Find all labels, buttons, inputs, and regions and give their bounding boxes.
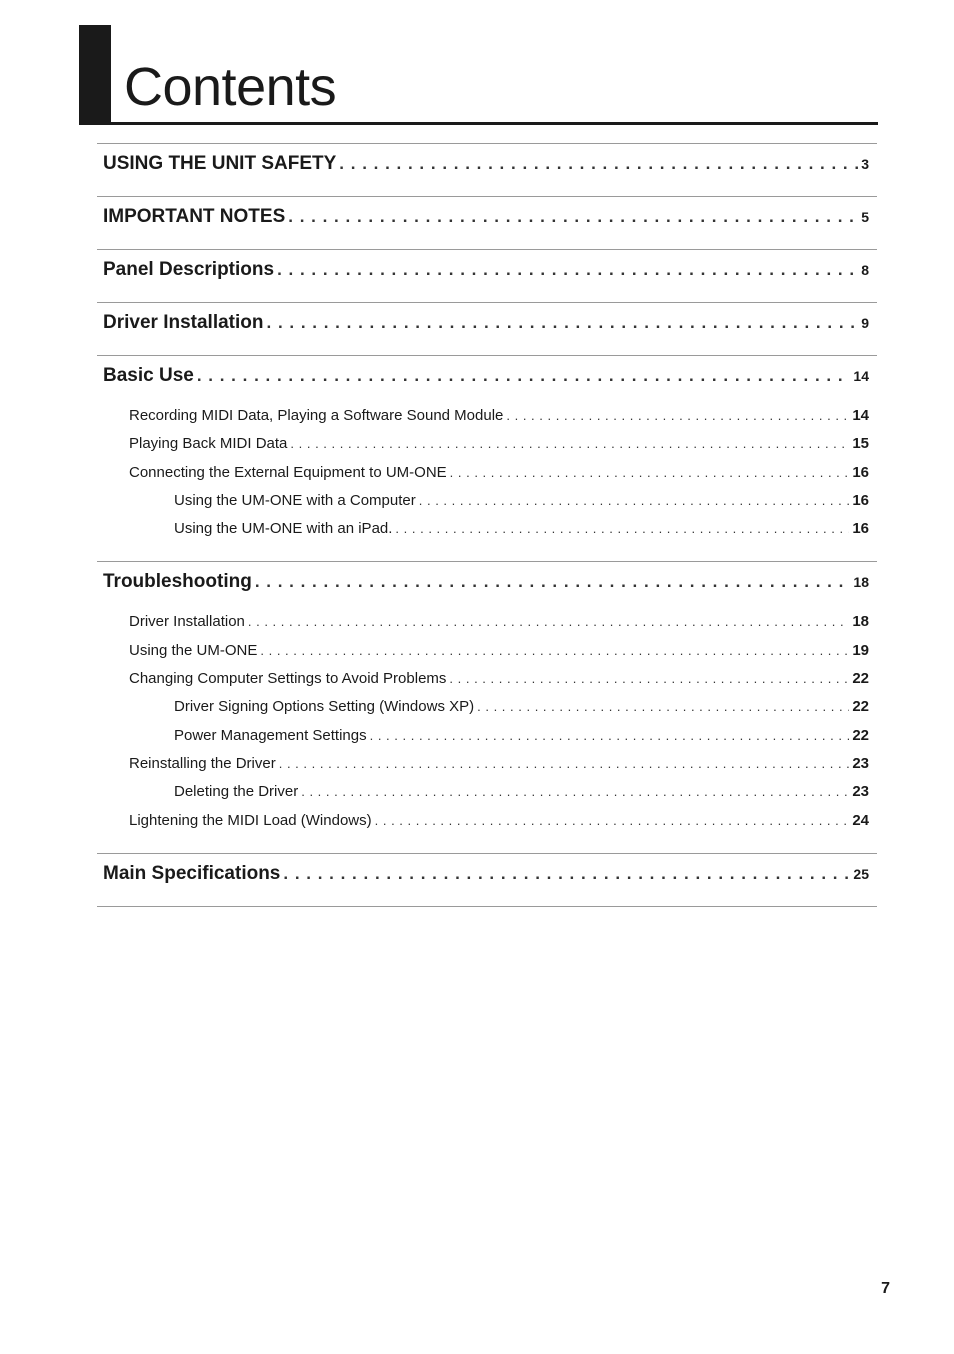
toc-entry-page: 25 [853, 865, 869, 882]
toc-subentry-label: Using the UM-ONE with a Computer [174, 491, 416, 509]
toc-subentry[interactable] [97, 459, 877, 487]
toc-entry-page: 18 [853, 574, 869, 591]
dot-leader [506, 402, 849, 430]
toc-entry[interactable] [97, 356, 877, 408]
toc-subentry[interactable] [97, 637, 877, 665]
toc-entry-page: 3 [861, 156, 869, 172]
page-number: 7 [881, 1280, 890, 1297]
toc-subentry[interactable] [97, 807, 877, 835]
toc-subentry-page: 22 [852, 726, 869, 744]
toc-section [97, 249, 877, 302]
title-accent-bar [79, 25, 111, 124]
toc-subentry-page: 22 [852, 698, 869, 716]
toc-entry[interactable] [97, 854, 877, 906]
toc-subentry[interactable] [97, 430, 877, 458]
toc-subentry-page: 23 [852, 783, 869, 801]
toc-subentry[interactable] [97, 750, 877, 778]
dot-leader [267, 303, 859, 343]
dot-leader [248, 608, 849, 636]
toc-entry-page: 9 [861, 315, 869, 331]
toc-subentry-page: 16 [852, 463, 869, 481]
toc-entry-label: Troubleshooting [103, 571, 252, 593]
toc-subentry-label: Recording MIDI Data, Playing a Software Sound Module [129, 407, 504, 424]
toc-entry[interactable] [97, 144, 877, 196]
toc-entry-page: 8 [861, 262, 869, 278]
toc-subentry-page: 14 [852, 407, 869, 424]
toc-section [97, 561, 877, 852]
dot-leader [288, 197, 858, 237]
toc-subentry-label: Playing Back MIDI Data [129, 435, 288, 453]
toc-entry[interactable] [97, 250, 877, 302]
toc-entry-label: Driver Installation [103, 312, 264, 333]
dot-leader [301, 778, 849, 806]
toc-subentry[interactable] [97, 515, 877, 543]
toc-subentry-label: Changing Computer Settings to Avoid Problems [129, 670, 447, 688]
toc-subentry-page: 19 [852, 641, 869, 659]
toc-entry-label: USING THE UNIT SAFETY [103, 153, 337, 174]
toc-subentry-label: Connecting the External Equipment to UM-ONE [129, 463, 447, 481]
toc-subentry-label: Driver Installation [129, 613, 245, 631]
toc-subentry[interactable] [97, 778, 877, 806]
toc-subentry-label: Using the UM-ONE with an iPad. [174, 520, 393, 538]
dot-leader [277, 250, 858, 290]
toc-section [97, 355, 877, 561]
table-of-contents [97, 143, 877, 907]
dot-leader [283, 854, 850, 894]
title-rule [79, 122, 878, 125]
toc-subentry-page: 18 [852, 613, 869, 631]
toc-subentry-page: 22 [852, 670, 869, 688]
toc-entry-label: Main Specifications [103, 862, 281, 884]
toc-subentry-page: 24 [852, 811, 869, 829]
toc-subentry[interactable] [97, 402, 877, 430]
toc-subentry[interactable] [97, 665, 877, 693]
dot-leader [477, 693, 849, 721]
toc-subentry-label: Deleting the Driver [174, 783, 299, 801]
toc-subentry[interactable] [97, 693, 877, 721]
toc-subentry-label: Driver Signing Options Setting (Windows XP) [174, 698, 475, 716]
toc-entry[interactable] [97, 562, 877, 614]
toc-subentries [97, 402, 877, 561]
toc-subentry-label: Power Management Settings [174, 726, 367, 744]
toc-subentry-label: Lightening the MIDI Load (Windows) [129, 811, 372, 829]
toc-subentry[interactable] [97, 608, 877, 636]
toc-subentry-page: 23 [852, 754, 869, 772]
toc-section [97, 143, 877, 196]
page-title: Contents [124, 57, 337, 117]
toc-entry[interactable] [97, 303, 877, 355]
toc-entry-label: Basic Use [103, 365, 194, 386]
dot-leader [255, 562, 851, 602]
dot-leader [450, 459, 850, 487]
toc-subentry[interactable] [97, 487, 877, 515]
dot-leader [419, 487, 850, 515]
toc-entry-page: 14 [853, 368, 869, 384]
dot-leader [279, 750, 850, 778]
toc-subentry[interactable] [97, 722, 877, 750]
dot-leader [375, 807, 850, 835]
toc-entry-label: Panel Descriptions [103, 259, 275, 280]
toc-entry-page: 5 [861, 209, 869, 225]
toc-section [97, 853, 877, 907]
toc-section [97, 196, 877, 249]
dot-leader [290, 430, 849, 458]
toc-subentry-page: 16 [852, 520, 869, 538]
toc-subentry-label: Reinstalling the Driver [129, 754, 276, 772]
toc-subentries [97, 608, 877, 852]
dot-leader [370, 722, 850, 750]
toc-subentry-page: 16 [852, 491, 869, 509]
dot-leader [395, 515, 849, 543]
toc-subentry-label: Using the UM-ONE [129, 641, 258, 659]
toc-entry[interactable] [97, 197, 877, 249]
toc-section [97, 302, 877, 355]
toc-subentry-page: 15 [852, 435, 869, 453]
dot-leader [197, 356, 851, 396]
dot-leader [260, 637, 849, 665]
dot-leader [449, 665, 849, 693]
dot-leader [339, 144, 858, 184]
toc-entry-label: IMPORTANT NOTES [103, 206, 286, 227]
